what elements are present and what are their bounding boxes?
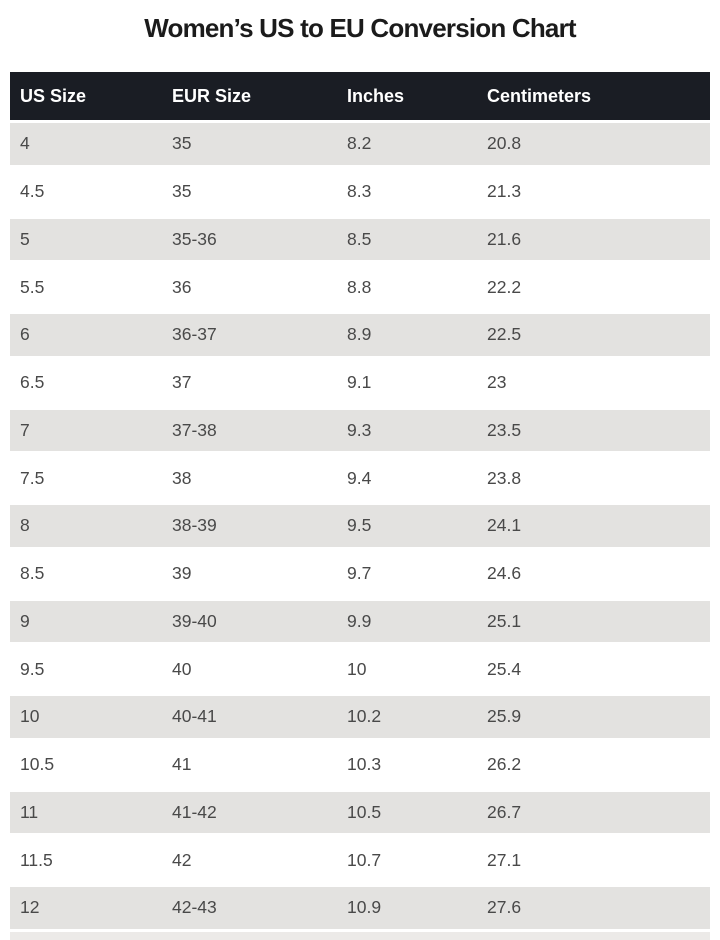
table-row [10, 884, 710, 932]
cell-us-size: 7.5 [20, 467, 45, 488]
cell-centimeters: 25.9 [487, 706, 522, 727]
cell-us-size: 6.5 [20, 372, 45, 393]
cell-us-size: 12 [20, 897, 40, 918]
table-row [10, 502, 710, 550]
table-row [10, 789, 710, 837]
cell-eur-size: 40-41 [172, 706, 217, 727]
cell-eur-size: 37 [172, 372, 192, 393]
cell-us-size: 5 [20, 228, 30, 249]
cell-inches: 10.2 [347, 706, 382, 727]
table-row [10, 216, 710, 264]
column-header-eur-size: EUR Size [172, 85, 252, 106]
cell-centimeters: 20.8 [487, 133, 522, 154]
cell-centimeters: 24.6 [487, 563, 522, 584]
cell-eur-size: 36 [172, 276, 192, 297]
cell-inches: 10.9 [347, 897, 382, 918]
cell-eur-size: 41-42 [172, 801, 217, 822]
conversion-table [10, 72, 710, 932]
cell-eur-size: 39 [172, 563, 192, 584]
cell-centimeters: 23.8 [487, 467, 522, 488]
cell-us-size: 9.5 [20, 658, 45, 679]
cell-inches: 8.3 [347, 181, 372, 202]
cell-eur-size: 42-43 [172, 897, 217, 918]
cell-inches: 8.8 [347, 276, 372, 297]
cell-inches: 10.7 [347, 849, 382, 870]
cell-centimeters: 27.1 [487, 849, 522, 870]
cell-eur-size: 35-36 [172, 228, 217, 249]
table-row [10, 693, 710, 741]
cell-centimeters: 27.6 [487, 897, 522, 918]
cell-eur-size: 36-37 [172, 324, 217, 345]
cell-us-size: 7 [20, 419, 30, 440]
cell-eur-size: 35 [172, 133, 192, 154]
cell-eur-size: 38-39 [172, 515, 217, 536]
cell-us-size: 8 [20, 515, 30, 536]
table-row [10, 598, 710, 646]
column-header-inches: Inches [347, 85, 405, 106]
cell-inches: 10.5 [347, 801, 382, 822]
cell-eur-size: 39-40 [172, 610, 217, 631]
cell-inches: 8.2 [347, 133, 372, 154]
cell-inches: 9.3 [347, 419, 372, 440]
cell-eur-size: 40 [172, 658, 192, 679]
cell-centimeters: 23 [487, 372, 507, 393]
cell-us-size: 6 [20, 324, 30, 345]
table-row [10, 359, 710, 407]
cell-us-size: 11 [20, 801, 39, 822]
cell-us-size: 8.5 [20, 563, 45, 584]
cell-inches: 10 [347, 658, 367, 679]
table-row [10, 836, 710, 884]
cell-us-size: 5.5 [20, 276, 45, 297]
cell-centimeters: 26.7 [487, 801, 522, 822]
table-body [10, 120, 710, 932]
table-row [10, 120, 710, 168]
cell-eur-size: 35 [172, 181, 192, 202]
cell-centimeters: 26.2 [487, 754, 522, 775]
cell-eur-size: 37-38 [172, 419, 217, 440]
cell-us-size: 10 [20, 706, 40, 727]
cell-us-size: 10.5 [20, 754, 55, 775]
cell-us-size: 11.5 [20, 849, 53, 870]
cell-centimeters: 22.2 [487, 276, 522, 297]
table-row [10, 263, 710, 311]
cell-us-size: 9 [20, 610, 30, 631]
cell-inches: 9.5 [347, 515, 372, 536]
page-title: Women’s US to EU Conversion Chart [144, 13, 576, 43]
cell-eur-size: 42 [172, 849, 192, 870]
cell-inches: 9.7 [347, 563, 372, 584]
table-row [10, 168, 710, 216]
cell-inches: 8.9 [347, 324, 372, 345]
cell-inches: 9.1 [347, 372, 372, 393]
cell-inches: 8.5 [347, 228, 372, 249]
cell-centimeters: 22.5 [487, 324, 522, 345]
table-row [10, 407, 710, 455]
cell-inches: 9.9 [347, 610, 372, 631]
cell-eur-size: 38 [172, 467, 192, 488]
cell-inches: 10.3 [347, 754, 382, 775]
cell-centimeters: 24.1 [487, 515, 522, 536]
bottom-edge-strip [10, 932, 710, 940]
cell-centimeters: 23.5 [487, 419, 522, 440]
table-row [10, 645, 710, 693]
table-row [10, 311, 710, 359]
cell-centimeters: 21.3 [487, 181, 522, 202]
table-header-row [10, 72, 710, 120]
cell-centimeters: 25.4 [487, 658, 522, 679]
table-row [10, 741, 710, 789]
cell-us-size: 4 [20, 133, 30, 154]
table-row [10, 550, 710, 598]
cell-us-size: 4.5 [20, 181, 45, 202]
cell-eur-size: 41 [172, 754, 192, 775]
cell-centimeters: 25.1 [487, 610, 522, 631]
column-header-us-size: US Size [20, 85, 87, 106]
table-row [10, 454, 710, 502]
cell-inches: 9.4 [347, 467, 372, 488]
column-header-centimeters: Centimeters [487, 85, 592, 106]
cell-centimeters: 21.6 [487, 228, 522, 249]
